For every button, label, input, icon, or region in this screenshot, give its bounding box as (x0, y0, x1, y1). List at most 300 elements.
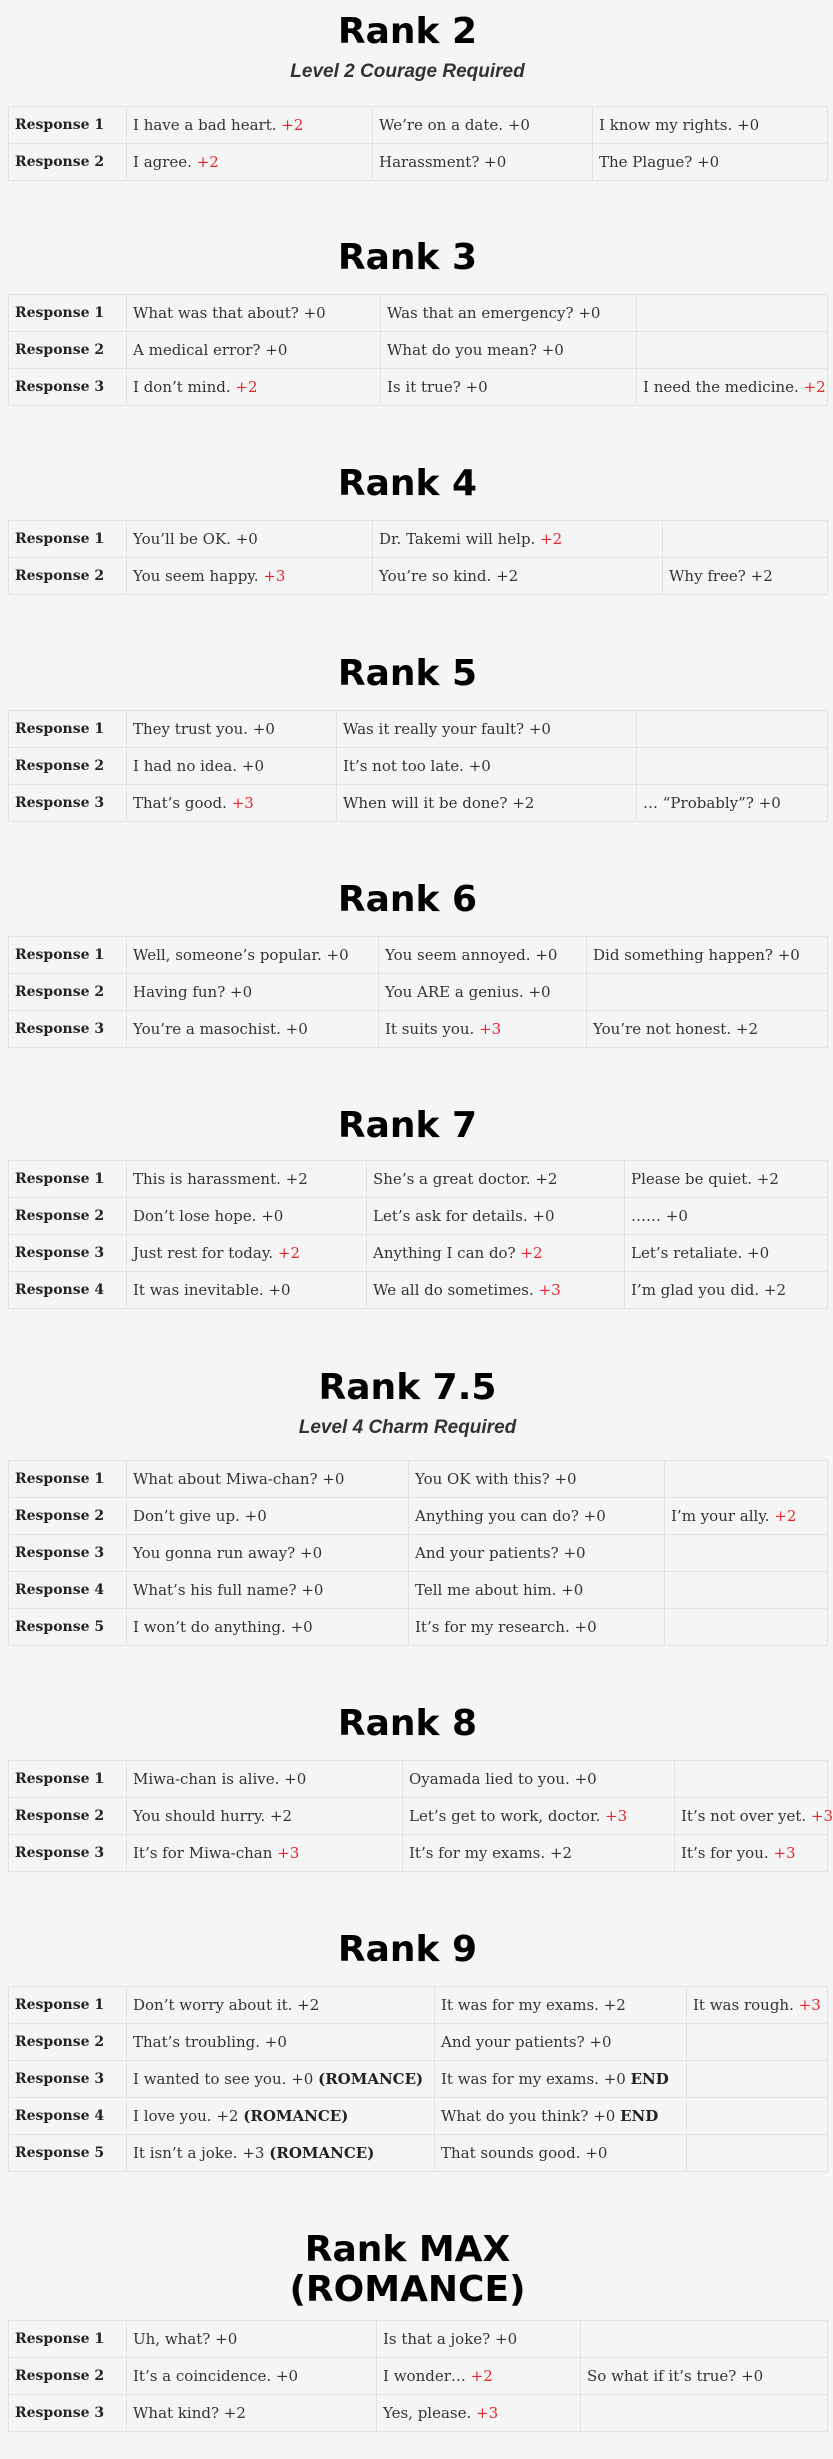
response-option (127, 521, 373, 558)
points-value: +2 (756, 1170, 779, 1188)
response-label: Response 3 (9, 1235, 127, 1272)
option-text: Was it really your fault? (343, 720, 525, 738)
option-text: Uh, what? (133, 2330, 211, 2348)
response-option (127, 1198, 367, 1235)
option-text: You seem annoyed. (385, 946, 531, 964)
rank-title: Rank 8 (337, 1703, 478, 1744)
option-text: Tell me about him. (415, 1581, 557, 1599)
response-table (8, 106, 828, 181)
table-row (9, 785, 828, 822)
points-value: +0 (578, 304, 601, 322)
response-option (127, 2024, 435, 2061)
option-text: I wanted to see you. (133, 2070, 287, 2088)
response-option (675, 1761, 828, 1798)
response-option (409, 1609, 665, 1646)
response-option (587, 937, 828, 974)
points-value: +3 (810, 1807, 833, 1825)
option-text: I won’t do anything. (133, 1618, 286, 1636)
response-option (625, 1272, 828, 1309)
response-option (435, 2024, 687, 2061)
response-option (435, 1987, 687, 2024)
response-option (127, 1161, 367, 1198)
option-text: Don’t lose hope. (133, 1207, 257, 1225)
response-option (373, 144, 593, 181)
response-option (587, 1011, 828, 1048)
rank-section (0, 1704, 815, 1744)
response-label: Response 3 (9, 369, 127, 406)
response-label: Response 4 (9, 2098, 127, 2135)
points-value: +0 (747, 1244, 770, 1262)
points-value: +0 (563, 1544, 586, 1562)
option-text: It’s for my exams. (409, 1844, 546, 1862)
points-value: +0 (758, 794, 781, 812)
response-option (687, 2135, 828, 2172)
points-value: +0 (535, 946, 558, 964)
table-row (9, 2024, 828, 2061)
response-option (637, 295, 828, 332)
response-table (8, 710, 828, 822)
points-value: +0 (737, 116, 760, 134)
response-option (127, 369, 381, 406)
response-option (663, 558, 828, 595)
option-text: When will it be done? (343, 794, 508, 812)
option-text: I agree. (133, 153, 192, 171)
response-label: Response 1 (9, 1761, 127, 1798)
points-value: +0 (291, 2070, 314, 2088)
points-value: +0 (574, 1618, 597, 1636)
option-text: You seem happy. (133, 567, 259, 585)
response-option (435, 2135, 687, 2172)
response-option (687, 1987, 828, 2024)
points-value: +0 (741, 2367, 764, 2385)
option-tag: (ROMANCE) (318, 2070, 424, 2088)
rank-title: Rank 7 (337, 1105, 478, 1146)
option-text: Just rest for today. (133, 1244, 274, 1262)
table-row (9, 1535, 828, 1572)
option-text: That’s troubling. (133, 2033, 260, 2051)
option-text: We all do sometimes. (373, 1281, 534, 1299)
option-text: …… (631, 1207, 661, 1225)
points-value: +3 (263, 567, 286, 585)
points-value: +3 (479, 1020, 502, 1038)
response-option (127, 937, 379, 974)
points-value: +0 (215, 2330, 238, 2348)
response-label: Response 2 (9, 1498, 127, 1535)
response-option (127, 107, 373, 144)
option-text: Please be quiet. (631, 1170, 753, 1188)
rank-section (0, 1930, 815, 1970)
response-option (127, 1609, 409, 1646)
option-text: Was that an emergency? (387, 304, 574, 322)
points-value: +0 (541, 341, 564, 359)
rank-title: Rank 3 (337, 237, 478, 278)
option-text: Harassment? (379, 153, 480, 171)
option-text: You ARE a genius. (385, 983, 524, 1001)
rank-section (0, 2230, 815, 2310)
response-option (377, 2358, 581, 2395)
points-value: +2 (297, 1996, 320, 2014)
option-text: I’m your ally. (671, 1507, 770, 1525)
response-option (409, 1498, 665, 1535)
rank-title: Rank 6 (337, 879, 478, 920)
points-value: +0 (777, 946, 800, 964)
response-option (367, 1198, 625, 1235)
response-option (373, 558, 663, 595)
response-label: Response 2 (9, 144, 127, 181)
table-row (9, 711, 828, 748)
response-option (127, 1235, 367, 1272)
points-value: +2 (603, 1996, 626, 2014)
response-label: Response 1 (9, 1461, 127, 1498)
option-text: And your patients? (415, 1544, 559, 1562)
response-label: Response 2 (9, 332, 127, 369)
option-text: I had no idea. (133, 757, 238, 775)
rank-title: Rank 9 (337, 1929, 478, 1970)
response-label: Response 1 (9, 1161, 127, 1198)
points-value: +0 (275, 2367, 299, 2385)
response-label: Response 1 (9, 1987, 127, 2024)
rank-title: Rank MAX (ROMANCE) (289, 2229, 526, 2310)
option-text: It’s for Miwa-chan (133, 1844, 273, 1862)
response-label: Response 1 (9, 107, 127, 144)
response-option (127, 144, 373, 181)
response-option (127, 1272, 367, 1309)
option-text: It was rough. (693, 1996, 794, 2014)
table-row (9, 1798, 828, 1835)
points-value: +2 (512, 794, 535, 812)
option-text: What was that about? (133, 304, 299, 322)
table-row (9, 748, 828, 785)
response-option (379, 1011, 587, 1048)
option-text: I love you. (133, 2107, 212, 2125)
option-text: It’s for you. (681, 1844, 769, 1862)
points-value: +0 (603, 2070, 626, 2088)
option-text: It was for my exams. (441, 2070, 599, 2088)
response-option (625, 1198, 828, 1235)
rank-section (0, 464, 815, 504)
response-option (687, 2061, 828, 2098)
option-text: I wonder… (383, 2367, 466, 2385)
response-label: Response 4 (9, 1272, 127, 1309)
points-value: +0 (268, 1281, 291, 1299)
response-option (675, 1798, 833, 1835)
response-option (593, 144, 828, 181)
points-value: +2 (535, 1170, 558, 1188)
option-text: You gonna run away? (133, 1544, 296, 1562)
response-option (127, 748, 337, 785)
points-value: +0 (285, 1020, 308, 1038)
response-label: Response 3 (9, 785, 127, 822)
points-value: +0 (532, 1207, 555, 1225)
points-value: +2 (269, 1807, 293, 1825)
option-text: She’s a great doctor. (373, 1170, 531, 1188)
response-label: Response 2 (9, 1798, 127, 1835)
table-row (9, 2358, 828, 2395)
option-text: It’s not over yet. (681, 1807, 807, 1825)
response-option (403, 1835, 675, 1872)
response-option (127, 332, 381, 369)
option-text: Let’s retaliate. (631, 1244, 743, 1262)
points-value: +0 (495, 2330, 518, 2348)
option-text: So what if it’s true? (587, 2367, 737, 2385)
response-option (127, 2358, 377, 2395)
response-option (665, 1461, 828, 1498)
option-text: It was inevitable. (133, 1281, 264, 1299)
response-option (403, 1761, 675, 1798)
option-text: You’re a masochist. (133, 1020, 281, 1038)
response-option (409, 1572, 665, 1609)
response-option (377, 2395, 581, 2432)
response-option (381, 332, 637, 369)
response-option (625, 1161, 828, 1198)
response-label: Response 1 (9, 937, 127, 974)
option-text: And your patients? (441, 2033, 585, 2051)
response-option (665, 1572, 828, 1609)
table-row (9, 974, 828, 1011)
response-option (665, 1609, 828, 1646)
points-value: +2 (520, 1244, 543, 1262)
option-text: Anything you can do? (415, 1507, 579, 1525)
response-label: Response 1 (9, 295, 127, 332)
option-text: You should hurry. (133, 1807, 266, 1825)
option-text: What kind? (133, 2404, 220, 2422)
option-text: What’s his full name? (133, 1581, 297, 1599)
response-option (127, 785, 337, 822)
table-row (9, 1572, 828, 1609)
points-value: +2 (774, 1507, 797, 1525)
option-text: That sounds good. (441, 2144, 581, 2162)
points-value: +2 (196, 153, 219, 171)
response-option (127, 2321, 377, 2358)
points-value: +3 (231, 794, 254, 812)
points-value: +0 (593, 2107, 616, 2125)
points-value: +0 (585, 2144, 608, 2162)
option-text: Is it true? (387, 378, 461, 396)
response-option (127, 1011, 379, 1048)
points-value: +0 (589, 2033, 612, 2051)
table-row (9, 1835, 828, 1872)
points-value: +0 (303, 304, 326, 322)
points-value: +0 (468, 757, 491, 775)
option-text: What do you think? (441, 2107, 589, 2125)
points-value: +0 (290, 1618, 313, 1636)
response-option (367, 1272, 625, 1309)
response-option (409, 1535, 665, 1572)
table-row (9, 107, 828, 144)
points-value: +0 (244, 1507, 267, 1525)
response-option (127, 1798, 403, 1835)
response-label: Response 2 (9, 1198, 127, 1235)
table-row (9, 1198, 828, 1235)
points-value: +0 (484, 153, 507, 171)
rank-section (0, 1106, 815, 1146)
option-text: You OK with this? (415, 1470, 550, 1488)
option-text: What do you mean? (387, 341, 537, 359)
response-option (379, 937, 587, 974)
response-option (637, 369, 828, 406)
table-row (9, 1461, 828, 1498)
points-value: +3 (277, 1844, 300, 1862)
response-option (675, 1835, 828, 1872)
response-table (8, 520, 828, 595)
response-option (435, 2098, 687, 2135)
response-label: Response 1 (9, 521, 127, 558)
points-value: +3 (605, 1807, 628, 1825)
points-value: +2 (235, 378, 258, 396)
response-table (8, 1986, 828, 2172)
points-value: +2 (470, 2367, 493, 2385)
points-value: +2 (223, 2404, 246, 2422)
option-text: Oyamada lied to you. (409, 1770, 570, 1788)
table-row (9, 937, 828, 974)
response-label: Response 4 (9, 1572, 127, 1609)
points-value: +3 (773, 1844, 796, 1862)
response-option (581, 2358, 828, 2395)
table-row (9, 2098, 828, 2135)
points-value: +2 (216, 2107, 239, 2125)
option-text: Having fun? (133, 983, 226, 1001)
rank-title: Rank 4 (337, 463, 478, 504)
response-option (637, 748, 828, 785)
response-option (381, 295, 637, 332)
response-option (625, 1235, 828, 1272)
rank-section (0, 1368, 815, 1440)
rank-title: Rank 7.5 (318, 1367, 497, 1408)
points-value: +2 (803, 378, 826, 396)
points-value: +0 (230, 983, 253, 1001)
option-text: I need the medicine. (643, 378, 799, 396)
points-value: +0 (241, 757, 265, 775)
response-label: Response 3 (9, 2061, 127, 2098)
option-text: Miwa-chan is alive. (133, 1770, 280, 1788)
points-value: +0 (301, 1581, 324, 1599)
table-row (9, 369, 828, 406)
response-option (127, 1498, 409, 1535)
option-text: Yes, please. (383, 2404, 472, 2422)
rank-title: Rank 5 (337, 653, 478, 694)
response-option (637, 332, 828, 369)
option-text: It’s not too late. (343, 757, 464, 775)
response-option (377, 2321, 581, 2358)
response-table (8, 2320, 828, 2432)
response-option (381, 369, 637, 406)
points-value: +0 (322, 1470, 345, 1488)
response-label: Response 3 (9, 2395, 127, 2432)
table-row (9, 521, 828, 558)
response-table (8, 1460, 828, 1646)
response-label: Response 2 (9, 2358, 127, 2395)
option-text: A medical error? (133, 341, 261, 359)
table-row (9, 1987, 828, 2024)
response-label: Response 2 (9, 2024, 127, 2061)
option-text: Let’s ask for details. (373, 1207, 528, 1225)
points-value: +2 (281, 116, 304, 134)
points-value: +2 (763, 1281, 787, 1299)
table-row (9, 332, 828, 369)
points-value: +2 (277, 1244, 300, 1262)
points-value: +0 (697, 153, 720, 171)
rank-section (0, 12, 815, 84)
response-label: Response 5 (9, 1609, 127, 1646)
points-value: +2 (285, 1170, 308, 1188)
table-row (9, 1272, 828, 1309)
option-text: I know my rights. (599, 116, 733, 134)
response-label: Response 2 (9, 558, 127, 595)
response-option (367, 1235, 625, 1272)
response-option (587, 974, 828, 1011)
points-value: +0 (665, 1207, 688, 1225)
points-value: +0 (252, 720, 275, 738)
response-option (665, 1535, 828, 1572)
option-tag: (ROMANCE) (269, 2144, 375, 2162)
response-option (127, 974, 379, 1011)
response-option (637, 785, 828, 822)
response-option (663, 521, 828, 558)
response-option (581, 2321, 828, 2358)
points-value: +2 (540, 530, 563, 548)
rank-section (0, 880, 815, 920)
option-text: It suits you. (385, 1020, 475, 1038)
response-label: Response 3 (9, 1835, 127, 1872)
table-row (9, 1235, 828, 1272)
option-text: Dr. Takemi will help. (379, 530, 536, 548)
points-value: +0 (465, 378, 488, 396)
response-option (367, 1161, 625, 1198)
response-option (403, 1798, 675, 1835)
response-label: Response 5 (9, 2135, 127, 2172)
response-option (435, 2061, 687, 2098)
option-tag: (ROMANCE) (243, 2107, 349, 2125)
option-text: It’s for my research. (415, 1618, 570, 1636)
points-value: +3 (476, 2404, 499, 2422)
points-value: +0 (235, 530, 258, 548)
response-label: Response 3 (9, 1011, 127, 1048)
option-text: Don’t give up. (133, 1507, 240, 1525)
response-option (127, 1535, 409, 1572)
response-option (127, 2098, 435, 2135)
points-value: +0 (264, 2033, 287, 2051)
points-value: +0 (528, 720, 551, 738)
response-option (127, 1761, 403, 1798)
rank-section (0, 654, 815, 694)
option-text: I have a bad heart. (133, 116, 277, 134)
points-value: +0 (300, 1544, 323, 1562)
option-text: Anything I can do? (373, 1244, 516, 1262)
response-option (127, 1835, 403, 1872)
table-row (9, 1011, 828, 1048)
response-table (8, 294, 828, 406)
table-row (9, 2321, 828, 2358)
response-option (127, 558, 373, 595)
response-option (127, 1987, 435, 2024)
response-option (127, 1461, 409, 1498)
points-value: +0 (528, 983, 551, 1001)
points-value: +3 (242, 2144, 265, 2162)
response-option (373, 521, 663, 558)
option-text: Let’s get to work, doctor. (409, 1807, 601, 1825)
rank-section (0, 238, 815, 278)
points-value: +0 (561, 1581, 584, 1599)
points-value: +0 (261, 1207, 284, 1225)
points-value: +2 (549, 1844, 573, 1862)
response-option (337, 785, 637, 822)
response-option (127, 1572, 409, 1609)
option-text: Well, someone’s popular. (133, 946, 322, 964)
response-option (581, 2395, 828, 2432)
response-option (127, 295, 381, 332)
response-label: Response 3 (9, 1535, 127, 1572)
option-text: You’ll be OK. (133, 530, 231, 548)
